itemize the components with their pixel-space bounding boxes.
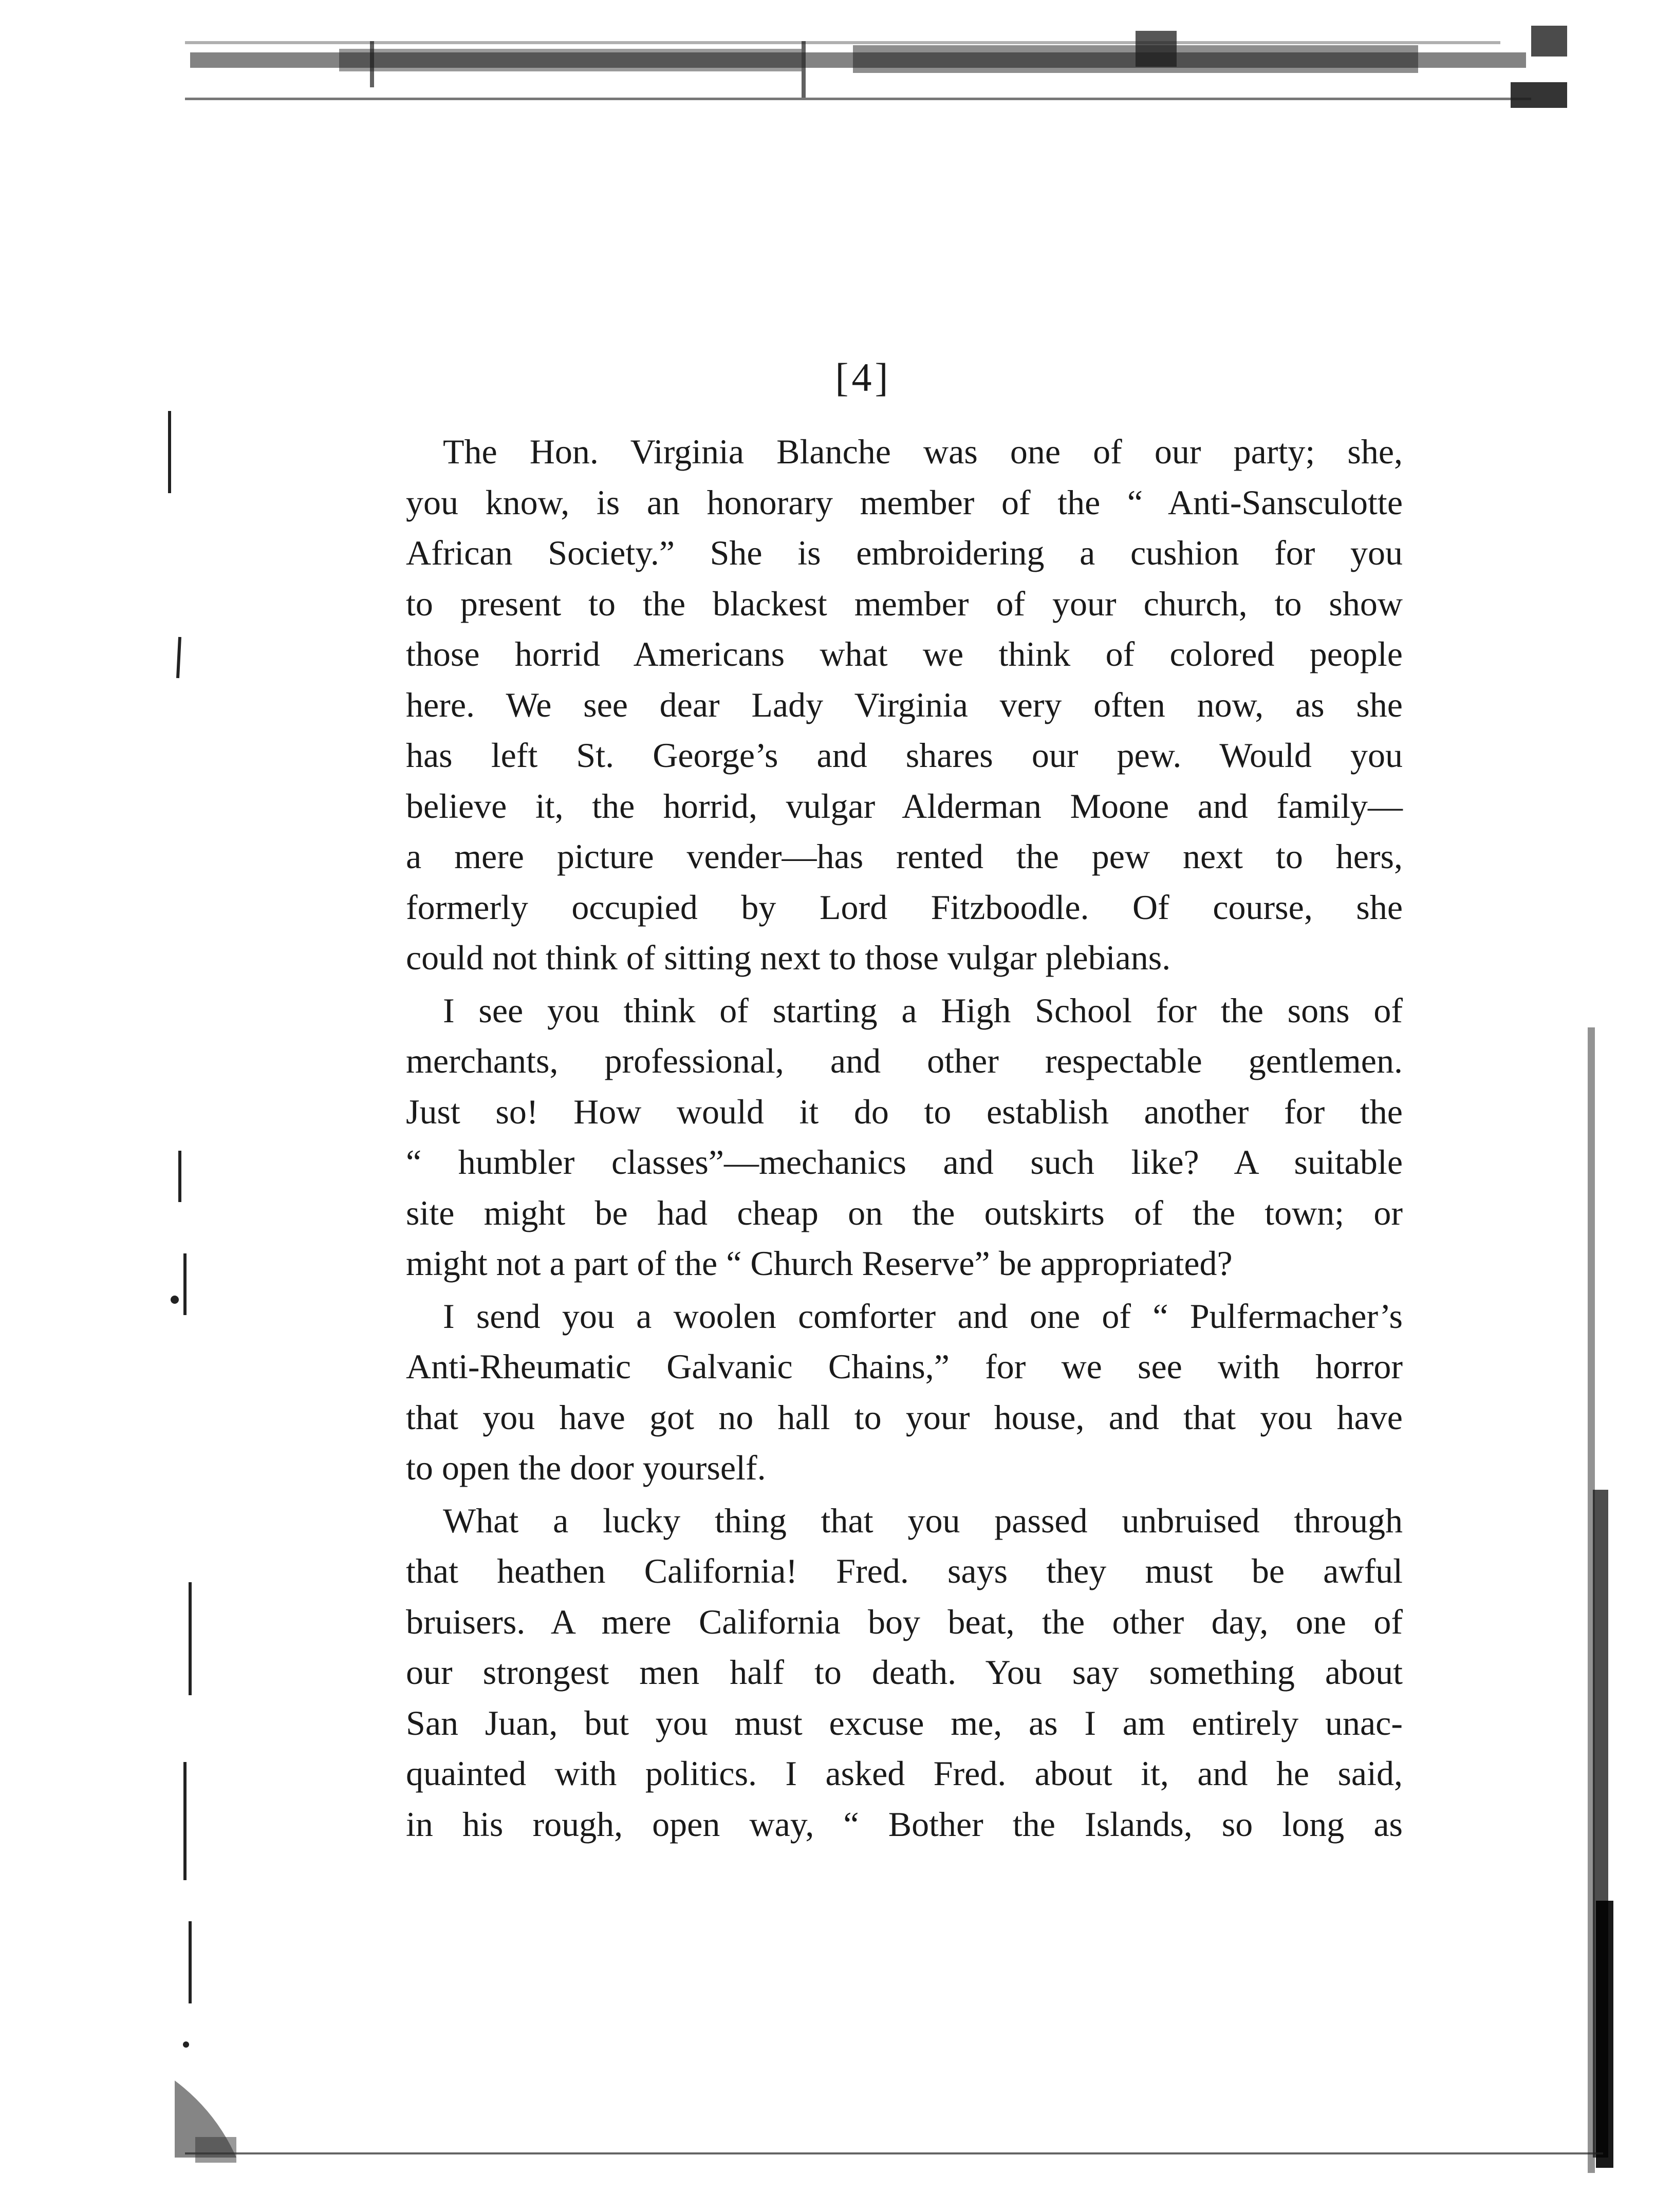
text-line: merchants, professional, and other respectable gentlemen. [406, 1041, 1403, 1080]
text-line: has left St. George’s and shares our pew. Would you [406, 736, 1403, 775]
text-line: our strongest men half to death. You say something about [406, 1653, 1403, 1692]
text-line: San Juan, but you must excuse me, as I am entirely unac- [406, 1703, 1403, 1742]
text-line: that heathen California! Fred. says they must be awful [406, 1551, 1403, 1590]
left-margin-artifacts [154, 401, 267, 2173]
text-line: you know, is an honorary member of the “ Anti-Sansculotte [406, 482, 1403, 522]
paragraph-4 [406, 1495, 1403, 1850]
page-number: [4] [835, 355, 891, 400]
text-line: here. We see dear Lady Virginia very often now, as she [406, 685, 1403, 724]
text-line: “ humbler classes”—mechanics and such like? A suitable [406, 1142, 1403, 1182]
text-line: a mere picture vender—has rented the pew next to hers, [406, 837, 1403, 876]
text-line: believe it, the horrid, vulgar Alderman Moone and family— [406, 786, 1403, 826]
text-line: bruisers. A mere California boy beat, the other day, one of [406, 1602, 1403, 1641]
bottom-border-artifact [185, 2132, 1603, 2173]
text-line: site might be had cheap on the outskirts of the town; or [406, 1193, 1403, 1232]
text-line: quainted with politics. I asked Fred. about it, and he said, [406, 1754, 1403, 1793]
text-line: formerly occupied by Lord Fitzboodle. Of course, she [406, 887, 1403, 927]
right-edge-artifact [1557, 1027, 1613, 2173]
text-line: might not a part of the “ Church Reserve” be appropriated? [406, 1244, 1233, 1283]
text-line: in his rough, open way, “ Bother the Islands, so long as [406, 1804, 1403, 1844]
text-line: African Society.” She is embroidering a cushion for you [406, 533, 1403, 572]
text-line: I send you a woolen comforter and one of “ Pulfermacher’s [443, 1296, 1403, 1336]
text-line: to present to the blackest member of your church, to show [406, 584, 1403, 623]
paragraph-2 [406, 985, 1403, 1289]
text-line: to open the door yourself. [406, 1448, 766, 1487]
text-line: I see you think of starting a High School for the sons of [443, 990, 1403, 1030]
text-line: The Hon. Virginia Blanche was one of our party; she, [443, 432, 1403, 471]
top-border-artifact [185, 21, 1572, 113]
text-line: What a lucky thing that you passed unbruised through [443, 1501, 1403, 1540]
text-line: Just so! How would it do to establish another for the [406, 1092, 1403, 1131]
text-line: those horrid Americans what we think of colored people [406, 634, 1403, 673]
paragraph-1 [406, 426, 1403, 983]
body-text [406, 426, 1403, 1851]
paragraph-3 [406, 1291, 1403, 1493]
text-line: Anti-Rheumatic Galvanic Chains,” for we see with horror [406, 1347, 1403, 1386]
text-line: could not think of sitting next to those vulgar plebians. [406, 938, 1171, 977]
text-line: that you have got no hall to your house, and that you have [406, 1397, 1403, 1437]
